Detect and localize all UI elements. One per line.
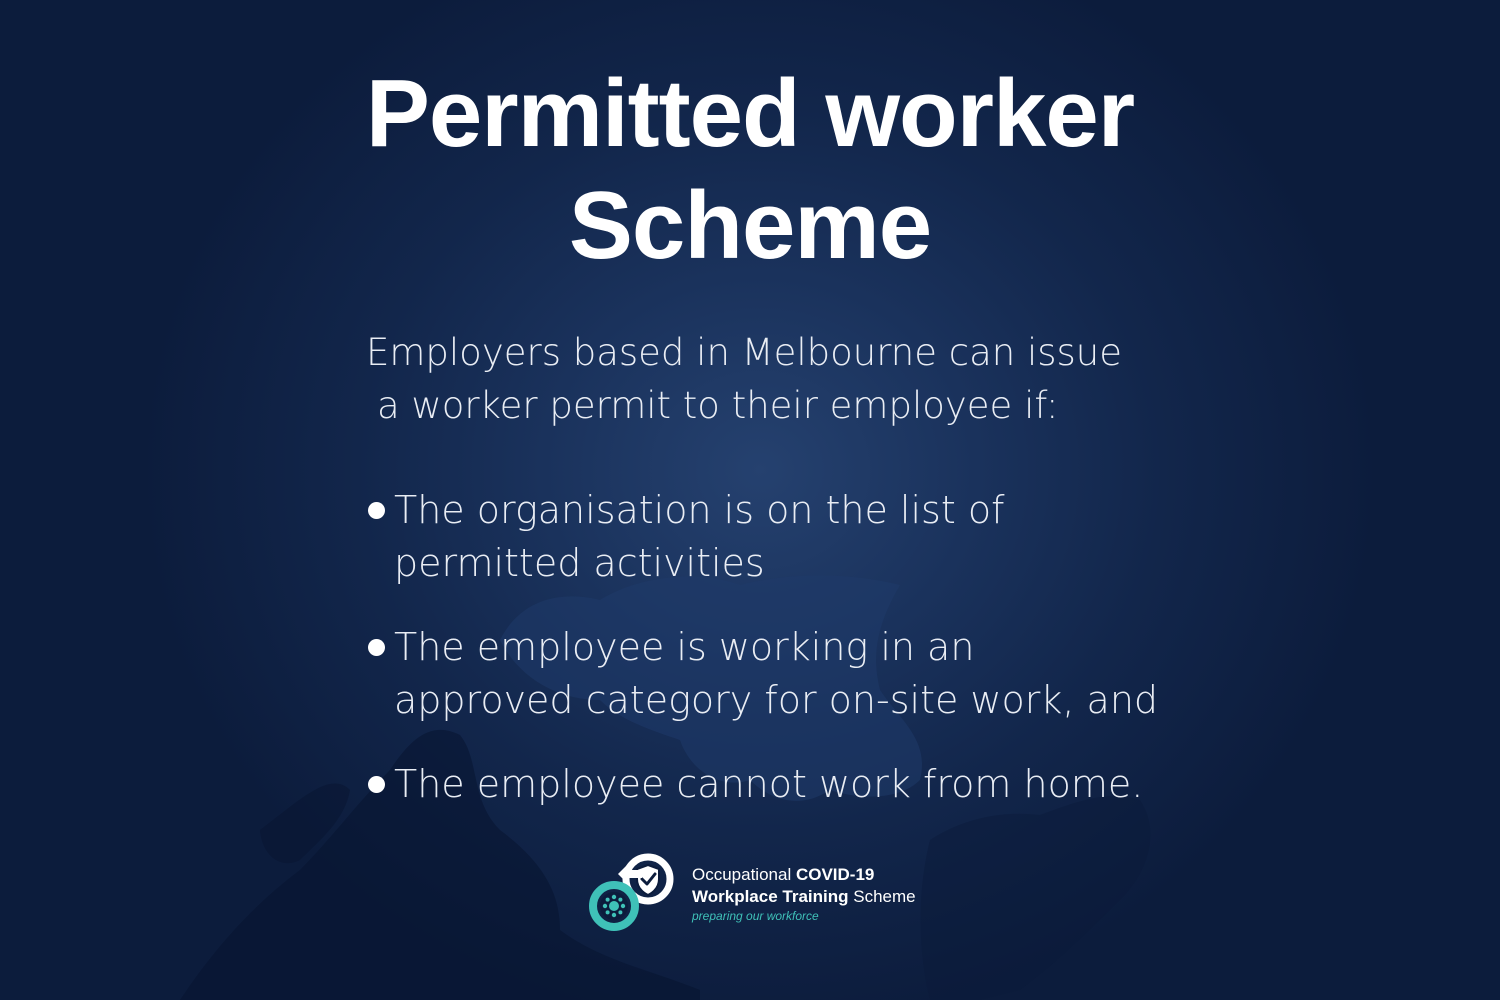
- list-item-line-1: The organisation is on the list of: [394, 488, 1005, 532]
- bullet-dot-icon: [368, 776, 385, 793]
- intro-line-1: Employers based in Melbourne can issue: [366, 331, 1123, 374]
- title-line-2: Scheme: [568, 172, 932, 279]
- logo-line-1: [692, 864, 916, 886]
- logo-line1-bold: COVID-19: [795, 865, 875, 884]
- bullet-dot-icon: [368, 639, 385, 656]
- logo-tagline: preparing our workforce: [692, 909, 819, 923]
- scheme-logo: [582, 848, 922, 938]
- list-item-line-1: The employee cannot work from home.: [394, 762, 1144, 806]
- list-item: [366, 484, 1186, 590]
- logo-line2-regular: Scheme: [853, 887, 916, 906]
- title-line-1: Permitted worker: [365, 60, 1135, 167]
- shield-check-icon: [637, 865, 659, 895]
- bullet-dot-icon: [368, 502, 385, 519]
- list-item-line-2: approved category for on-site work, and: [394, 678, 1159, 722]
- list-item: [366, 621, 1186, 727]
- intro-text: [366, 326, 1166, 432]
- logo-line2-bold: Workplace Training: [692, 887, 849, 906]
- logo-line1-regular: Occupational: [692, 865, 792, 884]
- list-item-line-2: permitted activities: [394, 541, 765, 585]
- conditions-list: [366, 484, 1186, 842]
- logo-line-2: [692, 886, 916, 908]
- list-item: [366, 758, 1186, 811]
- logo-text: [692, 864, 916, 924]
- list-item-line-1: The employee is working in an: [394, 625, 975, 669]
- logo-mark-icon: [582, 848, 682, 938]
- intro-line-2: a worker permit to their employee if:: [377, 384, 1059, 427]
- page-title: [0, 58, 1500, 282]
